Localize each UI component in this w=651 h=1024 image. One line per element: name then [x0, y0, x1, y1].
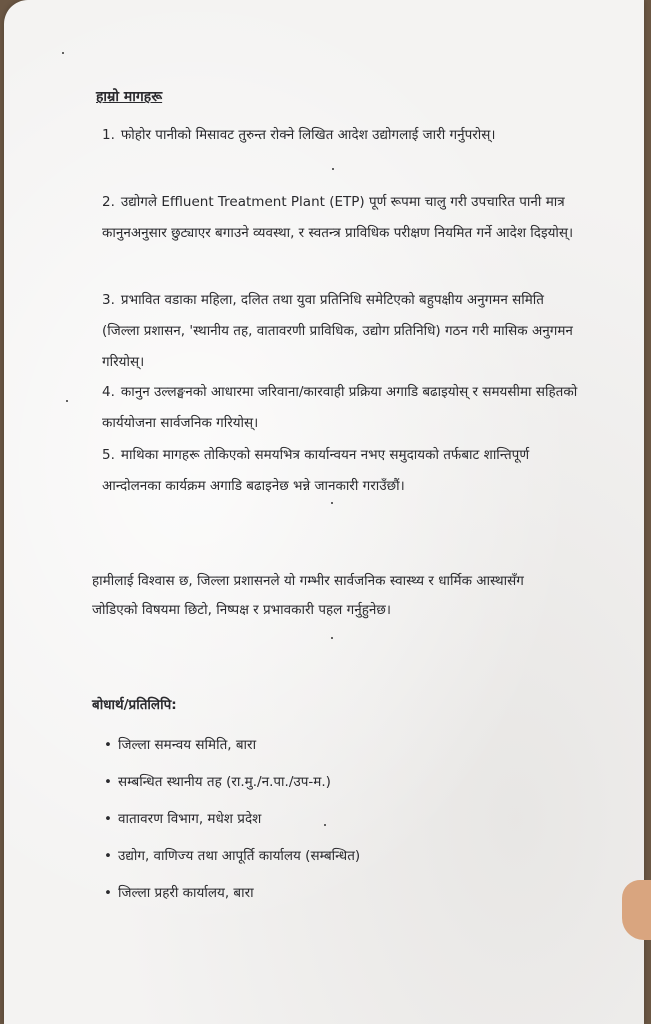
demand-text: कानुन उल्लङ्घनको आधारमा जरिवाना/कारवाही प्रक्रिया अगाडि बढाइयोस् र समयसीमा सहितको कार्ययोजना सार्वजनिक गरियोस्।: [102, 384, 578, 431]
document-page: [4, 0, 644, 1024]
demand-number: 3.: [102, 292, 115, 308]
cc-list-item: • वातावरण विभाग, मधेश प्रदेश: [104, 811, 262, 827]
thumb-edge: [622, 880, 651, 940]
bullet-icon: •: [104, 737, 112, 753]
bullet-icon: •: [104, 811, 112, 827]
demand-text: फोहोर पानीको मिसावट तुरुन्त रोक्ने लिखित आदेश उद्योगलाई जारी गर्नुपरोस्।: [120, 127, 496, 143]
demand-number: 5.: [102, 447, 115, 463]
paper-speck: [66, 400, 68, 402]
demand-number: 2.: [102, 194, 115, 210]
demand-text: उद्योगले Effluent Treatment Plant (ETP) पूर्ण रूपमा चालु गरी उपचारित पानी मात्र कानुनअनुसार छुट्याएर बगाउने व्यवस्था, र स्वतन्त्र प्राविधिक परीक्षण नियमित गर्ने आदेश दिइयोस्।: [102, 194, 574, 241]
bullet-icon: •: [104, 848, 112, 864]
demand-item-1: [102, 120, 580, 151]
cc-list-item: • जिल्ला समन्वय समिति, बारा: [104, 737, 257, 753]
paper-speck: [324, 824, 326, 826]
cc-list-item: • सम्बन्धित स्थानीय तह (रा.मु./न.पा./उप-म.): [104, 774, 331, 790]
paper-speck: [331, 637, 333, 639]
paper-speck: [62, 52, 64, 54]
bullet-icon: •: [104, 774, 112, 790]
demand-number: 1.: [102, 127, 115, 143]
demand-item-5: [102, 440, 580, 502]
paper-speck: [332, 168, 334, 170]
demand-item-2: [102, 187, 580, 249]
demand-text: माथिका मागहरू तोकिएको समयभित्र कार्यान्वयन नभए समुदायको तर्फबाट शान्तिपूर्ण आन्दोलनका कार्यक्रम अगाडि बढाइनेछ भन्ने जानकारी गराउँछौं।: [102, 447, 530, 494]
cc-heading: बोधार्थ/प्रतिलिपि:: [92, 697, 177, 713]
cc-list-item: • उद्योग, वाणिज्य तथा आपूर्ति कार्यालय (सम्बन्धित): [104, 848, 361, 864]
cc-list: [104, 730, 360, 915]
demand-item-3: [102, 285, 580, 378]
paper-speck: [331, 502, 333, 504]
bullet-icon: •: [104, 885, 112, 901]
demand-text: प्रभावित वडाका महिला, दलित तथा युवा प्रतिनिधि समेटिएको बहुपक्षीय अनुगमन समिति (जिल्ला प्रशासन, 'स्थानीय तह, वातावरणी प्राविधिक, उद्योग प्रतिनिधि) गठन गरी मासिक अनुगमन गरियोस्।: [102, 292, 573, 370]
demands-heading: हाम्रो मागहरू: [96, 89, 163, 105]
demand-item-4: [102, 377, 580, 439]
closing-paragraph: हामीलाई विश्वास छ, जिल्ला प्रशासनले यो गम्भीर सार्वजनिक स्वास्थ्य र धार्मिक आस्थासँग जोडिएको विषयमा छिटो, निष्पक्ष र प्रभावकारी पहल गर्नुहुनेछ।: [92, 573, 524, 618]
demand-number: 4.: [102, 384, 115, 400]
cc-list-item: • जिल्ला प्रहरी कार्यालय, बारा: [104, 885, 254, 901]
